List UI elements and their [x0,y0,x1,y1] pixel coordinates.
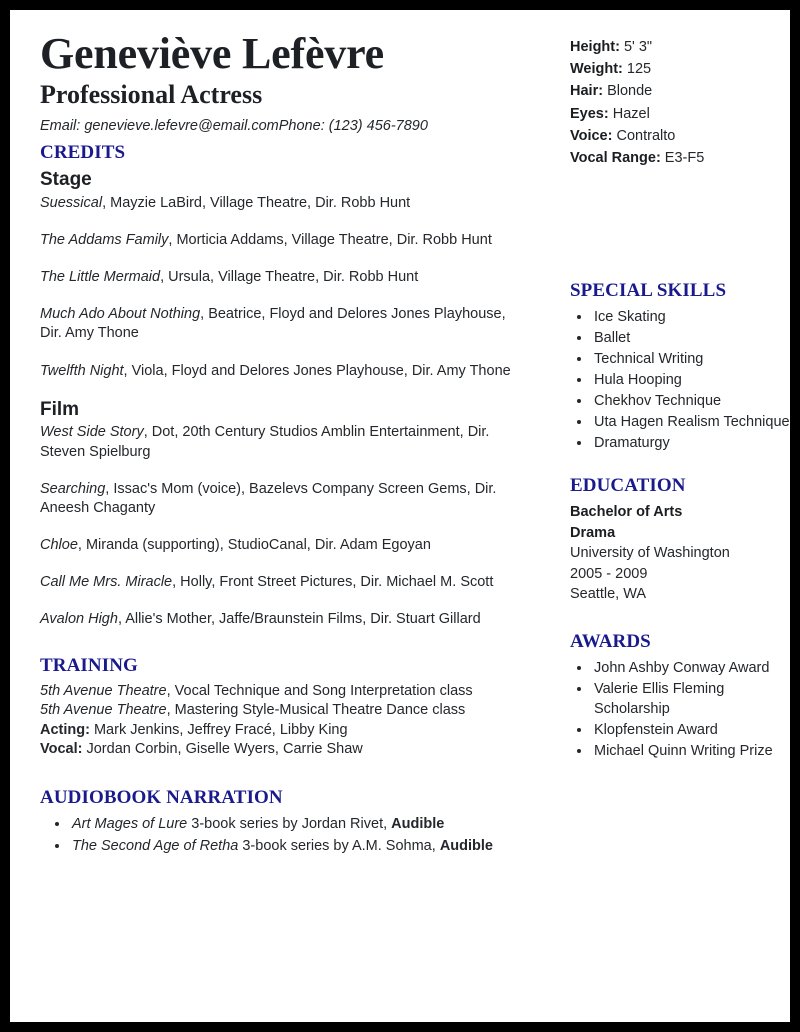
list-item: • Valerie Ellis Fleming Scholarship [592,679,790,719]
resume-page [10,10,790,1022]
stat-label: Voice: [570,127,613,144]
audiobook-title: The Second Age of Retha [72,838,239,855]
list-item: • Ice Skating [592,307,790,327]
credit-details: , Morticia Addams, Village Theatre, Dir. Robb Hunt [168,232,492,249]
candidate-name: Geneviève Lefèvre [40,29,384,78]
stat-label: Weight: [570,61,623,78]
training-label: Vocal: [40,741,83,757]
training-label: Acting: [40,721,90,738]
credit-entry [40,536,522,555]
audiobook-details: 3-book series by Jordan Rivet, [187,816,392,833]
list-item: • Dramaturgy [592,433,790,453]
stat-value: 5' 3" [619,39,653,55]
credit-details: , Issac's Mom (voice), Bazelevs Company Screen Gems, Dir. Aneesh Chaganty [40,480,497,516]
stat-value: Contralto [612,127,676,144]
resume-body [10,10,790,1022]
right-column [570,280,790,780]
credit-title: Chloe [40,536,78,553]
training-details: , Vocal Technique and Song Interpretation class [166,683,473,700]
stat-label: Vocal Range: [570,149,661,166]
training-details: , Mastering Style-Musical Theatre Dance class [166,702,466,719]
education-location: Seattle, WA [570,586,647,603]
stat-label: Eyes: [570,105,609,122]
stage-subheading: Stage [40,169,92,191]
stat-value: Blonde [603,83,653,100]
credit-details: , Beatrice, Floyd and Delores Jones Playhouse, Dir. Amy Thone [40,306,506,342]
credit-title: Call Me Mrs. Miracle [40,574,173,591]
list-item: • Klopfenstein Award [592,720,790,740]
stat-row [570,80,790,102]
education-school: University of Washington [570,545,730,562]
training-details: Jordan Corbin, Giselle Wyers, Carrie Shaw [82,741,363,757]
credit-entry [40,573,522,592]
credit-title: West Side Story [40,424,144,441]
special-skills-section [570,280,790,453]
film-subheading: Film [40,398,80,420]
awards-section [570,631,790,761]
training-institution: 5th Avenue Theatre [40,702,167,719]
content-columns [40,142,790,873]
list-item: • Ballet [592,328,790,348]
credit-title: Avalon High [40,611,118,628]
stat-label: Height: [570,39,620,55]
candidate-title: Professional Actress [40,79,263,109]
list-item: • Chekhov Technique [592,391,790,411]
stat-row [570,36,790,58]
credit-details: , Holly, Front Street Pictures, Dir. Michael M. Scott [172,574,494,591]
credit-title: Much Ado About Nothing [40,306,201,323]
training-section [40,655,522,759]
audiobook-details: 3-book series by A.M. Sohma, [238,838,440,855]
special-skills-heading: SPECIAL SKILLS [570,280,727,302]
training-heading: TRAINING [40,655,138,677]
awards-heading: AWARDS [570,630,651,652]
training-line [40,701,522,720]
credit-entry [40,610,522,629]
credits-heading: CREDITS [40,142,126,164]
credit-details: , Viola, Floyd and Delores Jones Playhouse, Dir. Amy Thone [123,362,511,379]
list-item: • John Ashby Conway Award [592,658,790,678]
education-degree: Bachelor of Arts [570,503,683,520]
audiobook-publisher: Audible [391,816,445,833]
audiobook-publisher: Audible [439,838,493,855]
stat-value: Hazel [608,105,650,122]
audiobook-section [40,787,522,857]
training-details: Mark Jenkins, Jeffrey Fracé, Libby King [89,721,348,738]
special-skills-list [570,307,790,453]
stat-value: E3-F5 [660,149,705,166]
stat-value: 125 [622,61,652,78]
list-item: • Michael Quinn Writing Prize [592,741,790,761]
credit-title: The Little Mermaid [40,269,161,286]
list-item: • Technical Writing [592,349,790,369]
list-item [70,836,522,857]
credit-entry [40,480,522,518]
education-heading: EDUCATION [570,475,686,497]
audiobook-heading: AUDIOBOOK NARRATION [40,787,283,809]
training-institution: 5th Avenue Theatre [40,683,167,700]
credit-title: The Addams Family [40,232,169,249]
education-section [570,475,790,605]
education-years: 2005 - 2009 [570,565,648,582]
awards-list [570,658,790,761]
training-line [40,682,522,701]
credits-section [40,142,522,629]
contact-info: Email: genevieve.lefevre@email.comPhone: (123) 456-7890 [40,118,428,135]
credit-entry [40,305,522,343]
left-column [40,142,540,873]
credit-details: , Ursula, Village Theatre, Dir. Robb Hunt [160,269,419,286]
credit-details: , Mayzie LaBird, Village Theatre, Dir. Robb Hunt [102,194,411,211]
education-field: Drama [570,524,616,541]
training-line [40,740,522,759]
training-line [40,721,522,740]
credit-entry [40,231,522,250]
credit-details: , Miranda (supporting), StudioCanal, Dir. Adam Egoyan [77,536,431,553]
credit-title: Suessical [40,194,103,211]
stat-label: Hair: [570,83,604,100]
credit-details: , Dot, 20th Century Studios Amblin Entertainment, Dir. Steven Spielburg [40,424,490,460]
credit-details: , Allie's Mother, Jaffe/Braunstein Films, Dir. Stuart Gillard [117,611,481,628]
list-item [70,814,522,835]
audiobook-list [40,814,522,857]
credit-title: Searching [40,480,106,497]
list-item: • Hula Hooping [592,370,790,390]
audiobook-title: Art Mages of Lure [72,816,188,833]
credit-entry [40,268,522,287]
credit-entry [40,362,522,381]
credit-title: Twelfth Night [40,362,124,379]
credit-entry [40,194,522,213]
credit-entry [40,423,522,461]
stat-row [570,103,790,125]
stat-row [570,58,790,80]
list-item: • Uta Hagen Realism Technique [592,412,790,432]
